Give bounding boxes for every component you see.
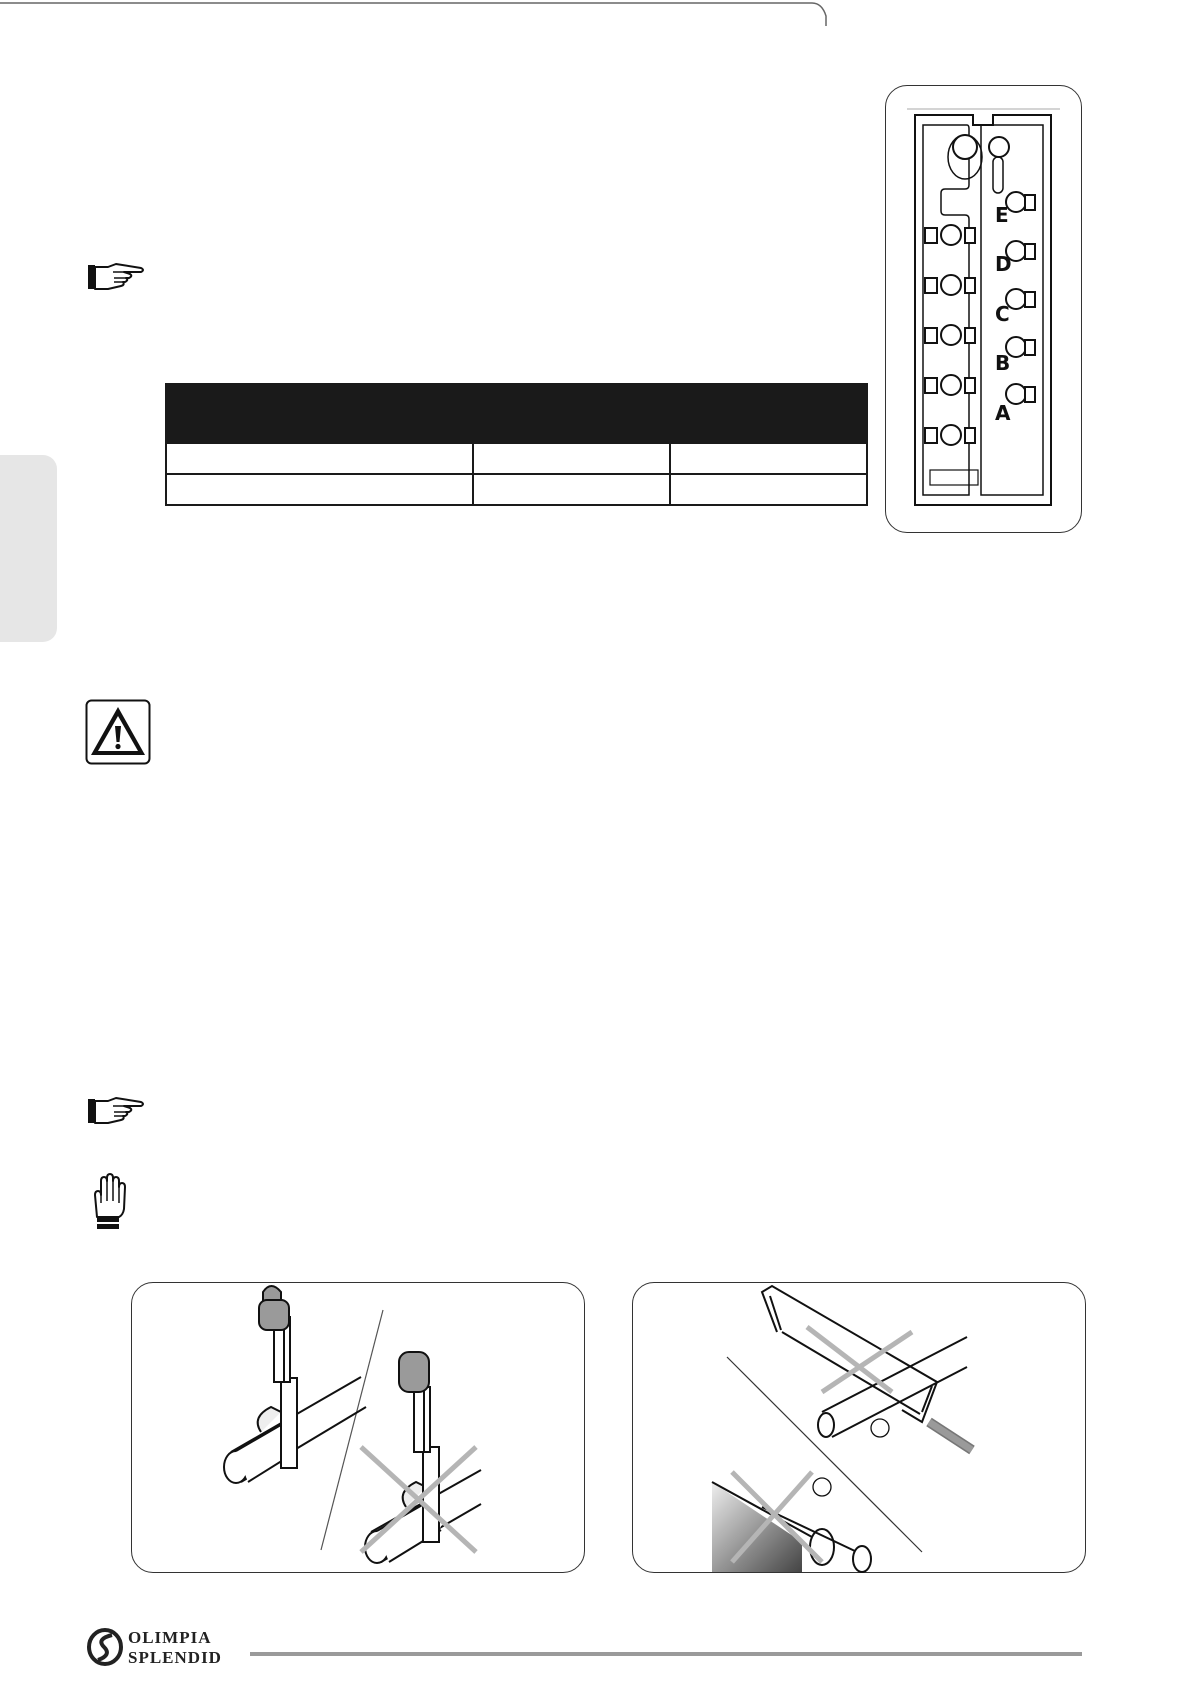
raised-hand-icon [89,1173,129,1231]
logo-line2: SPLENDID [128,1648,222,1667]
logo-line1: OLIMPIA [128,1628,212,1647]
table-row [166,474,867,505]
table-cell [670,443,867,474]
spec-table [165,383,868,506]
valve-label-d: D [995,252,1012,276]
valve-label-e: E [995,203,1009,227]
hacksaw-illustration [632,1282,1086,1573]
table-cell [166,443,473,474]
table-cell [670,474,867,505]
table-cell [473,443,670,474]
table-cell [166,474,473,505]
table-header-cell [670,384,867,443]
olimpia-logo-icon [86,1627,124,1667]
manifold-diagram [885,85,1083,533]
table-row [166,443,867,474]
table-header-cell [473,384,670,443]
side-tab [0,455,57,642]
warning-triangle-icon [85,699,151,765]
table-header-cell [166,384,473,443]
valve-label-c: C [995,302,1010,326]
pointing-hand-icon [86,262,146,292]
pipe-cutter-illustration [131,1282,585,1573]
table-cell [473,474,670,505]
valve-label-b: B [995,351,1011,375]
footer-rule [250,1652,1082,1656]
valve-label-a: A [995,401,1011,425]
table-header-row [166,384,867,443]
pointing-hand-icon [86,1096,146,1126]
